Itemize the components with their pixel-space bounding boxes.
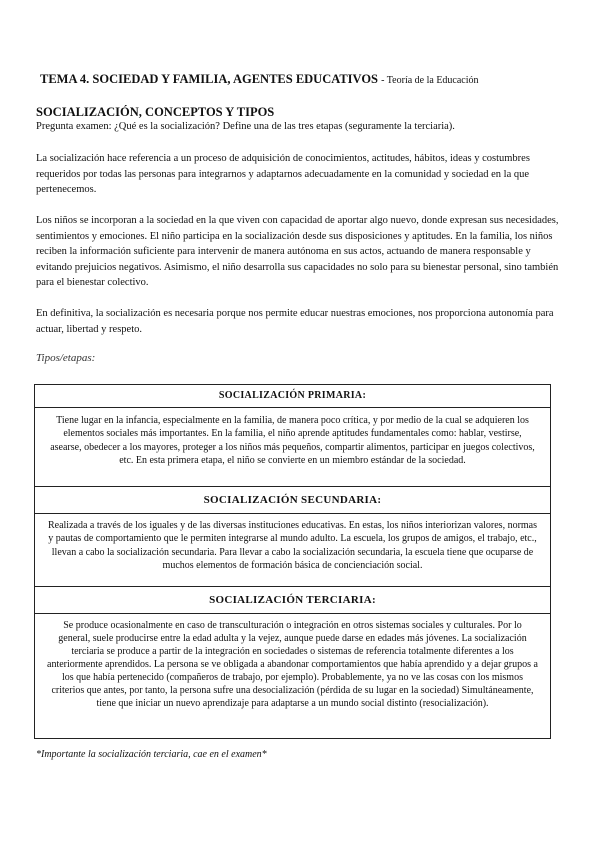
section-heading: SOCIALIZACIÓN, CONCEPTOS Y TIPOS (36, 105, 275, 119)
paragraph-conclusion: En definitiva, la socialización es necesaria porque nos permite educar nuestras emociones, nos proporciona autonomía para actuar, libertad y respeto. (36, 308, 554, 335)
box-heading: SOCIALIZACIÓN TERCIARIA: (35, 587, 550, 614)
box-body: Realizada a través de los iguales y de las diversas instituciones educativas. En estas, los niños interiorizan valores, normas y pautas de comportamiento que le permiten integrarse al mundo adulto. La escuela, los grupos de amigos, el trabajo, etc., llevan a cabo la socialización secundaria. Para llevar a cabo la socialización secundaria, la escuela tiene que ocuparse de muchos elementos de formación básica de concienciación social. (47, 520, 538, 572)
tertiary-socialization-box (34, 586, 551, 739)
topic-title: TEMA 4. SOCIEDAD Y FAMILIA, AGENTES EDUCATIVOS (40, 72, 378, 86)
paragraph-children: Los niños se incorporan a la sociedad en la que viven con capacidad de aportar algo nuevo, donde expresan sus necesidades, sentimientos y emociones. El niño participa en la socialización desde sus disposiciones y aptitudes. En la familia, los niños reciben la información suficiente para intervenir de manera autónoma en sus actos, actuando de manera responsable y evitando prejuicios negativos. Asimismo, el niño desarrolla sus capacidades no solo para su bienestar personal, sino también para el bienestar colectivo. (36, 215, 559, 289)
document-title (40, 71, 479, 89)
box-body: Tiene lugar en la infancia, especialmente en la familia, de manera poco crítica, y por medio de la cual se adquieren los elementos sociales más importantes. En la familia, el niño aprende aptitudes fundamentales como: hablar, vestirse, asearse, obedecer a los mayores, proteger a los niños más pequeños, compartir alimentos, participar en juegos colectivos, etc. En esta primera etapa, el niño se convierte en un miembro estándar de la sociedad. (50, 415, 535, 467)
secondary-socialization-box (34, 486, 551, 587)
box-body: Se produce ocasionalmente en caso de transculturación o integración en otros sistemas sociales y culturales. Por lo general, suele producirse entre la edad adulta y la vejez, aunque puede darse en edades más jóvenes. La socialización terciaria se produce a partir de la integración en sociedades o sistemas de referencia totalmente diferentes a los anteriormente aprendidos. La persona se ve obligada a abandonar comportamientos que había aprendido y a dejar grupos a los que había pertenecido (compañeros de trabajo, por ejemplo). Probablemente, ya no ve las cosas con los mismos criterios que antes, por tanto, la persona sufre una desocialización (pérdida de su lugar en la sociedad) Simultáneamente, tiene que iniciar un nuevo aprendizaje para adaptarse a un mundo social distinto (resocialización). (47, 620, 538, 709)
paragraph-definition: La socialización hace referencia a un proceso de adquisición de conocimientos, actitudes, hábitos, ideas y costumbres requeridos por todas las personas para integrarnos y adaptarnos adecuadamente en la comunidad y sociedad en la que pertenecemos. (36, 153, 530, 196)
primary-socialization-box (34, 384, 551, 487)
box-heading: SOCIALIZACIÓN SECUNDARIA: (35, 487, 550, 514)
box-heading: SOCIALIZACIÓN PRIMARIA: (35, 385, 550, 408)
subject-subtitle: - Teoría de la Educación (381, 75, 479, 86)
exam-note: *Importante la socialización terciaria, cae en el examen* (36, 749, 267, 760)
types-label: Tipos/etapas: (36, 352, 96, 364)
exam-question: Pregunta examen: ¿Qué es la socialización? Define una de las tres etapas (seguramente la terciaria). (36, 121, 455, 132)
